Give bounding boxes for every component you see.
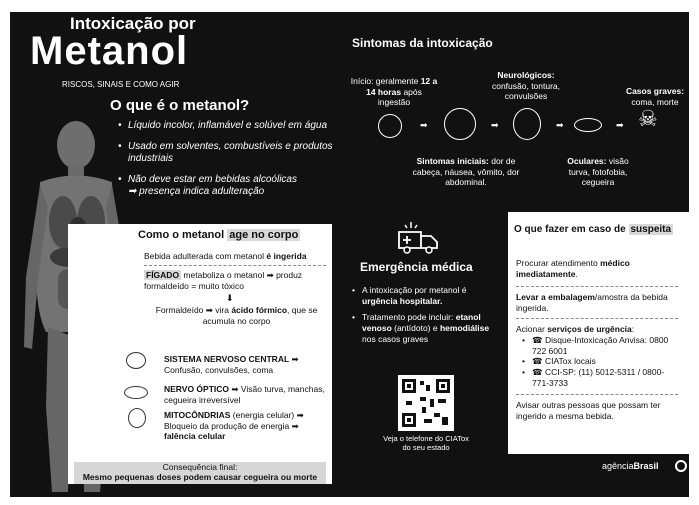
symptoms-heading: Sintomas da intoxicação	[352, 36, 493, 50]
consequence-text: Mesmo pequenas doses podem causar cegueira ou morte	[82, 472, 318, 482]
consequence-box	[74, 462, 326, 484]
dizzy-head-icon	[513, 108, 541, 140]
action-warn-others: Avisar outras pessoas que possam ter ingerido a mesma bebida.	[516, 400, 661, 421]
eye-icon	[124, 386, 148, 399]
symptom-severe: Casos graves: coma, morte	[625, 86, 685, 107]
arrow-icon: ➡	[616, 120, 624, 130]
separator	[516, 318, 678, 319]
phone-item[interactable]: • ☎ CIATox locais	[522, 356, 672, 367]
how-acts-step2: FÍGADO metaboliza o metanol ➡ produz formaldeído = muito tóxico	[144, 270, 303, 291]
eye-icon	[574, 118, 602, 132]
arrow-icon: ➡	[556, 120, 564, 130]
symptom-initial: Sintomas iniciais: dor de cabeça, náusea, vômito, dor abdominal.	[412, 156, 520, 188]
action-call-services: Acionar serviços de urgência:	[516, 324, 635, 334]
what-is-item: • Usado em solventes, combustíveis e produtos industriais	[118, 141, 348, 166]
emergency-item: • Tratamento pode incluir: etanol venoso (antídoto) e hemodiálise nos casos graves	[352, 312, 502, 344]
title-small: Intoxicação por	[70, 14, 196, 33]
what-is-heading: O que é o metanol?	[110, 97, 250, 114]
what-is-item: ➡ presença indica adulteração	[128, 186, 265, 197]
ambulance-icon	[395, 220, 441, 254]
how-acts-step1: Bebida adulterada com metanol é ingerida	[144, 251, 307, 261]
what-to-do-panel	[508, 212, 689, 454]
infographic	[10, 12, 689, 497]
qr-caption: Veja o telefone do CIATox do seu estado	[383, 434, 469, 453]
skull-icon: ☠	[638, 106, 658, 131]
how-acts-panel	[68, 224, 332, 484]
emergency-list	[352, 285, 502, 344]
arrow-icon: ➡	[420, 120, 428, 130]
how-acts-heading: Como o metanol age no corpo	[138, 229, 299, 241]
brand-logo: agênciaBrasil	[602, 461, 659, 471]
how-acts-mito: MITOCÔNDRIAS (energia celular) ➡ Bloqueio da produção de energia ➡ falência celular	[164, 410, 304, 442]
abdominal-pain-icon	[444, 108, 476, 140]
what-to-do-heading: O que fazer em caso de suspeita	[514, 224, 672, 235]
how-acts-optic: NERVO ÓPTICO ➡ Visão turva, manchas, cegueira irreversível	[164, 384, 325, 405]
what-is-item: • Não deve estar em bebidas alcoólicas	[118, 174, 348, 187]
how-acts-cns: SISTEMA NERVOSO CENTRAL ➡ Confusão, convulsões, coma	[164, 354, 299, 375]
what-is-list	[118, 120, 348, 199]
clock-icon	[378, 114, 402, 138]
down-arrow-icon: ⬇	[226, 293, 234, 303]
mitochondria-icon	[128, 408, 146, 428]
phone-list	[522, 335, 672, 388]
action-take-package: Levar a embalagem/amostra da bebida ingerida.	[516, 292, 668, 313]
phone-item[interactable]: • ☎ CCI-SP: (11) 5012-5311 / 0800-771-3733	[522, 367, 672, 388]
arrow-icon: ➡	[491, 120, 499, 130]
qr-code[interactable]	[398, 375, 454, 431]
phone-item[interactable]: • ☎ Disque-Intoxicação Anvisa: 0800 722 6001	[522, 335, 672, 356]
separator	[516, 394, 678, 395]
how-acts-step3: Formaldeído ➡ vira ácido fórmico, que se acumula no corpo	[155, 305, 318, 326]
consequence-title: Consequência final:	[162, 462, 238, 472]
separator	[516, 286, 678, 287]
symptom-ocular: Oculares: visão turva, fotofobia, cegueira	[567, 156, 629, 188]
action-seek-care: Procurar atendimento médico imediatamente.	[516, 258, 630, 279]
brain-icon	[126, 352, 146, 369]
title-big: Metanol	[30, 29, 189, 73]
brand-logo-mark	[675, 460, 687, 472]
emergency-item: • A intoxicação por metanol é urgência hospitalar.	[352, 285, 502, 306]
separator	[144, 265, 326, 266]
symptom-onset: Início: geralmente 12 a 14 horas após ingestão	[350, 76, 438, 108]
what-is-item: • Líquido incolor, inflamável e solúvel em água	[118, 120, 348, 133]
emergency-heading: Emergência médica	[360, 260, 473, 274]
subtitle: RISCOS, SINAIS E COMO AGIR	[62, 80, 180, 89]
symptom-neuro: Neurológicos: confusão, tontura, convulsões	[491, 70, 561, 102]
